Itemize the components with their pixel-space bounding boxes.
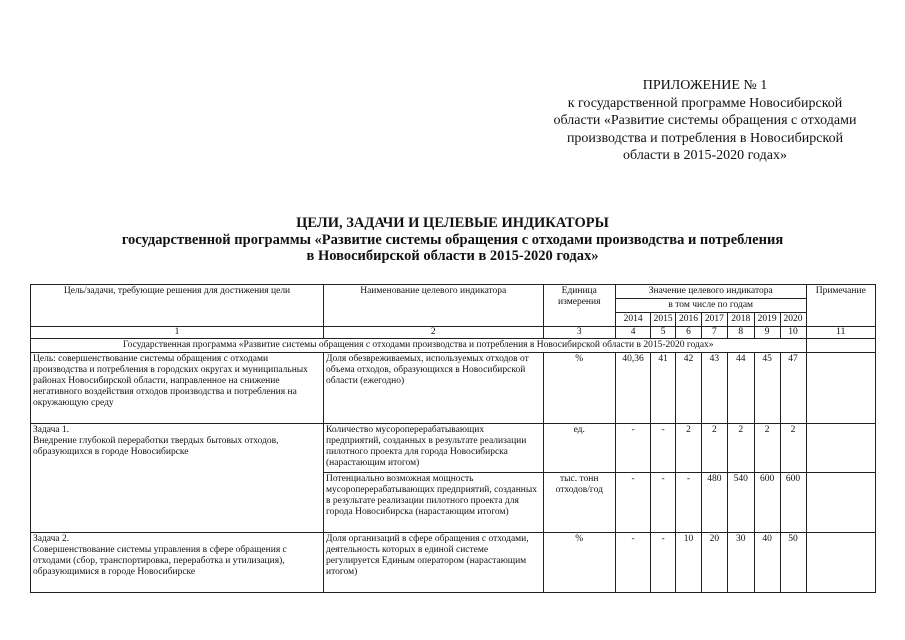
header-indicator: Наименование целевого индикатора bbox=[324, 285, 544, 327]
column-number-row bbox=[31, 327, 876, 339]
value-cell: 43 bbox=[701, 353, 727, 424]
goal-cell: Задача 1. Внедрение глубокой переработки твердых бытовых отходов, образующихся в городе Новосибирске bbox=[31, 424, 324, 533]
note-cell bbox=[806, 353, 875, 424]
unit-cell: тыс. тонн отходов/год bbox=[543, 473, 615, 533]
indicators-table bbox=[30, 284, 876, 593]
title-line: государственной программы «Развитие системы обращения с отходами производства и потребления bbox=[121, 231, 784, 248]
column-number: 2 bbox=[324, 327, 544, 339]
note-cell bbox=[806, 424, 875, 473]
value-cell: 600 bbox=[780, 473, 806, 533]
value-cell: 2 bbox=[676, 424, 702, 473]
column-number: 7 bbox=[701, 327, 727, 339]
column-number: 10 bbox=[780, 327, 806, 339]
value-cell: 45 bbox=[754, 353, 780, 424]
appendix-header bbox=[520, 77, 890, 165]
title-line: ЦЕЛИ, ЗАДАЧИ И ЦЕЛЕВЫЕ ИНДИКАТОРЫ bbox=[296, 215, 609, 231]
column-number: 11 bbox=[806, 327, 875, 339]
value-cell: 540 bbox=[727, 473, 754, 533]
unit-cell: ед. bbox=[543, 424, 615, 473]
value-cell: 30 bbox=[727, 533, 754, 593]
header-note: Примечание bbox=[806, 285, 875, 327]
table-row bbox=[31, 533, 876, 593]
program-row bbox=[31, 339, 876, 353]
year-header: 2016 bbox=[676, 313, 702, 327]
column-number: 1 bbox=[31, 327, 324, 339]
value-cell: - bbox=[651, 473, 676, 533]
column-number: 9 bbox=[754, 327, 780, 339]
goal-cell: Задача 2. Совершенствование системы управления в сфере обращения с отходами (сбор, транспортировка, переработка и утилизация), образующимися в городе Новосибирске bbox=[31, 533, 324, 593]
table-row bbox=[31, 353, 876, 424]
title-line: в Новосибирской области в 2015-2020 годах» bbox=[306, 248, 599, 264]
goal-cell: Цель: совершенствование системы обращения с отходами производства и потребления в городских округах и муниципальных районах Новосибирской области, направленное на снижение негативного воздействия отходов производства и потребления на окружающую среду bbox=[31, 353, 324, 424]
indicator-cell: Количество мусороперерабатывающих предприятий, созданных в результате реализации пилотного проекта для города Новосибирска (нарастающим итогом) bbox=[324, 424, 544, 473]
value-cell: - bbox=[651, 533, 676, 593]
header-by-year: в том числе по годам bbox=[615, 299, 806, 313]
value-cell: 50 bbox=[780, 533, 806, 593]
value-cell: 44 bbox=[727, 353, 754, 424]
appendix-line: области в 2015-2020 годах» bbox=[623, 148, 787, 163]
value-cell: 480 bbox=[701, 473, 727, 533]
appendix-line: области «Развитие системы обращения с отходами bbox=[553, 113, 857, 128]
value-cell: 2 bbox=[780, 424, 806, 473]
appendix-line: производства и потребления в Новосибирской bbox=[566, 130, 844, 146]
column-number: 4 bbox=[615, 327, 650, 339]
appendix-title: ПРИЛОЖЕНИЕ № 1 bbox=[642, 78, 768, 93]
header-row bbox=[31, 285, 876, 299]
value-cell: 2 bbox=[727, 424, 754, 473]
year-header: 2020 bbox=[780, 313, 806, 327]
indicator-cell: Потенциально возможная мощность мусороперерабатывающих предприятий, созданных в результате реализации пилотного проекта для города Новосибирска (нарастающим итогом) bbox=[324, 473, 544, 533]
value-cell: 20 bbox=[701, 533, 727, 593]
note-cell bbox=[806, 473, 875, 533]
value-cell: 40,36 bbox=[615, 353, 650, 424]
value-cell: 42 bbox=[676, 353, 702, 424]
header-goal: Цель/задачи, требующие решения для достижения цели bbox=[31, 285, 324, 327]
unit-cell: % bbox=[543, 533, 615, 593]
value-cell: 41 bbox=[651, 353, 676, 424]
unit-cell: % bbox=[543, 353, 615, 424]
program-name: Государственная программа «Развитие системы обращения с отходами производства и потребления в Новосибирской области в 2015-2020 годах» bbox=[31, 339, 807, 353]
indicator-cell: Доля организаций в сфере обращения с отходами, деятельность которых в единой системе регулируется Единым оператором (нарастающим итогом) bbox=[324, 533, 544, 593]
appendix-line: к государственной программе Новосибирской bbox=[567, 95, 843, 111]
note-cell bbox=[806, 533, 875, 593]
value-cell: 600 bbox=[754, 473, 780, 533]
document-title bbox=[60, 215, 845, 265]
value-cell: - bbox=[676, 473, 702, 533]
value-cell: - bbox=[615, 533, 650, 593]
indicator-cell: Доля обезвреживаемых, используемых отходов от объема отходов, образующихся в Новосибирской области (ежегодно) bbox=[324, 353, 544, 424]
value-cell: 2 bbox=[701, 424, 727, 473]
column-number: 6 bbox=[676, 327, 702, 339]
value-cell: - bbox=[615, 473, 650, 533]
year-header: 2018 bbox=[727, 313, 754, 327]
year-header: 2019 bbox=[754, 313, 780, 327]
column-number: 3 bbox=[543, 327, 615, 339]
program-note bbox=[806, 339, 875, 353]
value-cell: - bbox=[615, 424, 650, 473]
value-cell: - bbox=[651, 424, 676, 473]
header-unit: Единица измерения bbox=[543, 285, 615, 327]
year-header: 2014 bbox=[615, 313, 650, 327]
value-cell: 2 bbox=[754, 424, 780, 473]
year-header: 2015 bbox=[651, 313, 676, 327]
table-row bbox=[31, 424, 876, 473]
header-value: Значение целевого индикатора bbox=[615, 285, 806, 299]
column-number: 8 bbox=[727, 327, 754, 339]
value-cell: 10 bbox=[676, 533, 702, 593]
value-cell: 47 bbox=[780, 353, 806, 424]
column-number: 5 bbox=[651, 327, 676, 339]
year-header: 2017 bbox=[701, 313, 727, 327]
value-cell: 40 bbox=[754, 533, 780, 593]
